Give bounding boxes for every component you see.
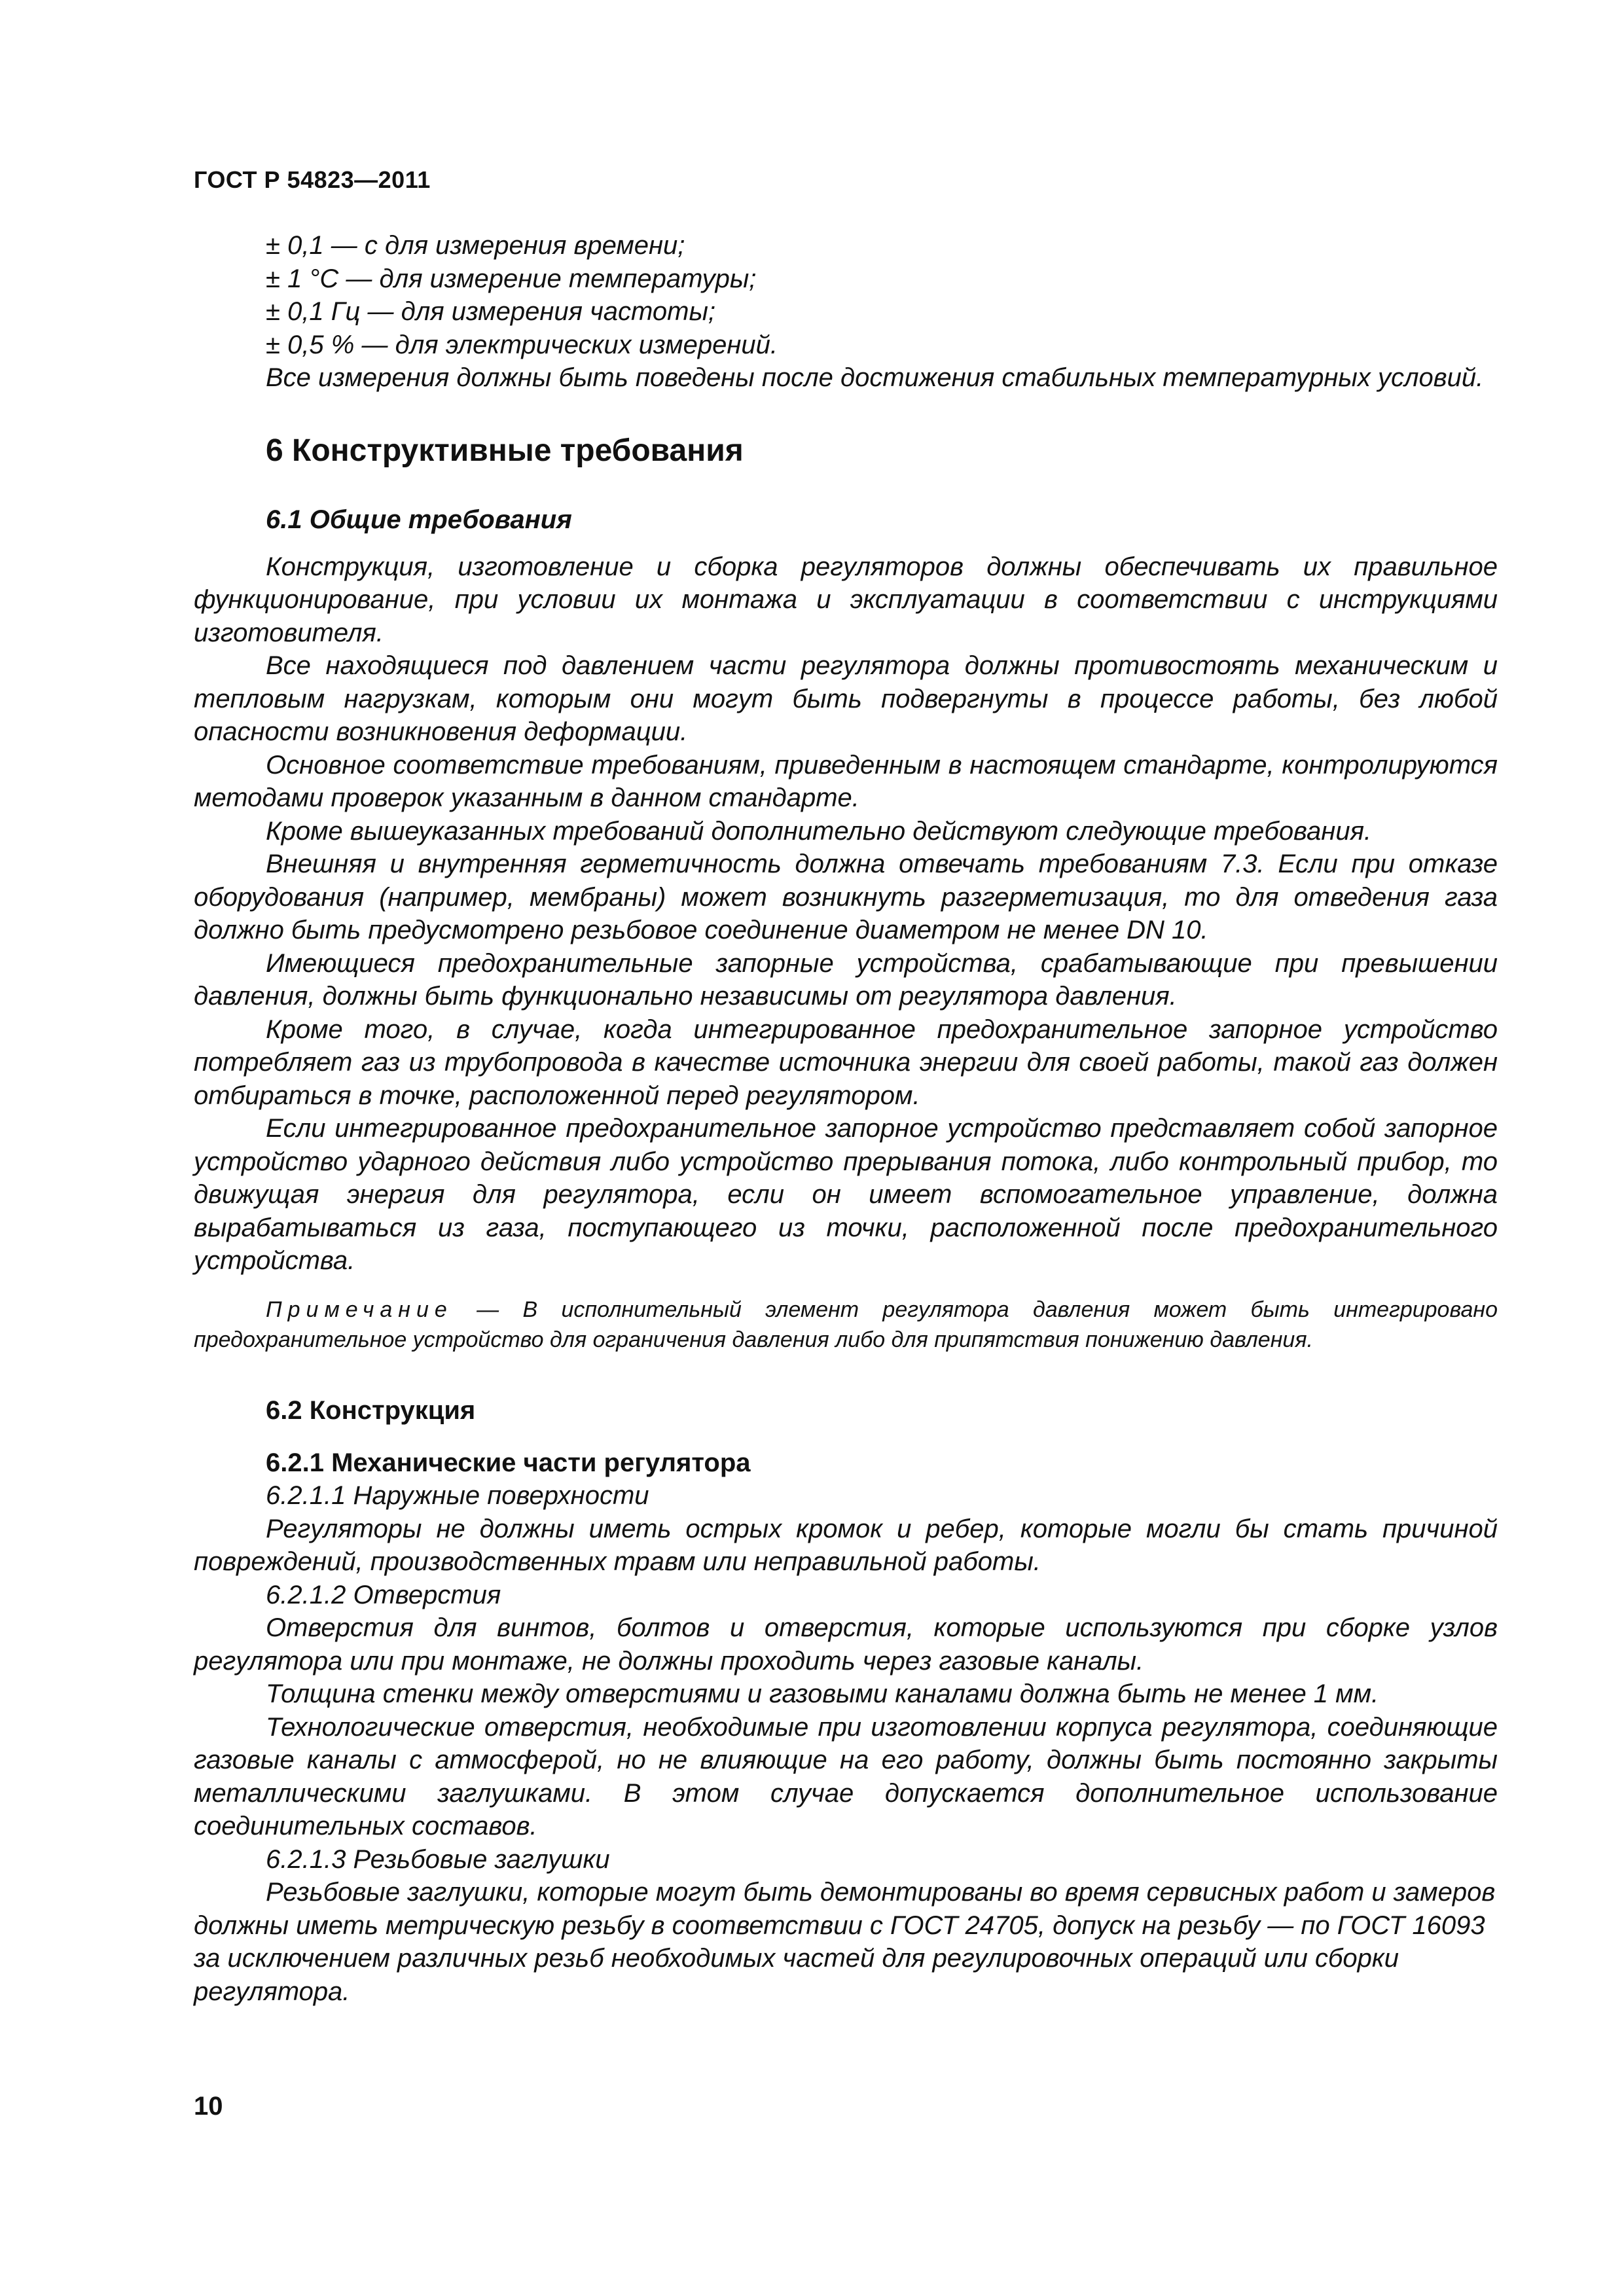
section-6-title: 6 Конструктивные требования	[266, 433, 744, 468]
section-6-1-title: 6.1 Общие требования	[266, 505, 572, 534]
tolerance-item: ± 1 °С — для измерение температуры;	[266, 264, 757, 293]
paragraph: Все находящиеся под давлением части регулятора должны противостоять механическим и тепловым нагрузкам, которым они могут быть подвергнуты в процессе работы, без любой опасности возникновения деформации.	[194, 651, 1498, 746]
section-6-2-title: 6.2 Конструкция	[266, 1395, 476, 1425]
paragraph: Конструкция, изготовление и сборка регуляторов должны обеспечивать их правильное функционирование, при условии их монтажа и эксплуатации в соответствии с инструкциями изготовителя.	[194, 552, 1498, 647]
tolerance-item: ± 0,1 — с для измерения времени;	[266, 231, 685, 260]
page-number: 10	[194, 2092, 223, 2121]
paragraph: Внешняя и внутренняя герметичность должна отвечать требованиям 7.3. Если при отказе оборудования (например, мембраны) может возникнуть разгерметизация, то для отведения газа должно быть предусмотрено резьбовое соединение диаметром не менее DN 10.	[194, 850, 1498, 944]
paragraph: Регуляторы не должны иметь острых кромок и ребер, которые могли бы стать причиной повреждений, производственных травм или неправильной работы.	[194, 1514, 1498, 1576]
document-header: ГОСТ Р 54823—2011	[194, 166, 431, 193]
section-6-2-1-2-title: 6.2.1.2 Отверстия	[266, 1580, 501, 1609]
paragraph: Отверстия для винтов, болтов и отверстия, которые используются при сборке узлов регулятора или при монтаже, не должны проходить через газовые каналы.	[194, 1613, 1498, 1676]
note	[194, 1295, 1498, 1355]
paragraph: Резьбовые заглушки, которые могут быть демонтированы во время сервисных работ и замеров должны иметь метрическую резьбу в соответствии с ГОСТ 24705, допуск на резьбу — по ГОСТ 16093 за исключением различных резьб необходимых частей для регулировочных операций или сборки регулятора.	[194, 1878, 1496, 2006]
tolerance-item: ± 0,1 Гц — для измерения частоты;	[266, 297, 716, 326]
paragraph: Кроме того, в случае, когда интегрированное предохранительное запорное устройство потребляет газ из трубопровода в качестве источника энергии для своей работы, такой газ должен отбираться в точке, расположенной перед регулятором.	[194, 1014, 1498, 1110]
note-text: — В исполнительный элемент регулятора давления может быть интегрировано предохранительное устройство для ограничения давления либо для припятствия понижению давления.	[194, 1297, 1498, 1352]
page-content	[194, 229, 1498, 2008]
paragraph: Кроме вышеуказанных требований дополнительно действуют следующие требования.	[266, 816, 1372, 846]
section-6-2-1-title: 6.2.1 Механические части регулятора	[266, 1448, 751, 1477]
note-label: Примечание	[266, 1297, 453, 1322]
tolerance-item: ± 0,5 % — для электрических измерений.	[266, 330, 778, 359]
paragraph: Имеющиеся предохранительные запорные устройства, срабатывающие при превышении давления, должны быть функционально независимы от регулятора давления.	[194, 948, 1498, 1011]
intro-paragraph: Все измерения должны быть поведены после достижения стабильных температурных условий.	[266, 363, 1484, 392]
paragraph: Толщина стенки между отверстиями и газовыми каналами должна быть не менее 1 мм.	[266, 1679, 1379, 1708]
section-6-2-1-3-title: 6.2.1.3 Резьбовые заглушки	[266, 1844, 610, 1874]
paragraph: Технологические отверстия, необходимые при изготовлении корпуса регулятора, соединяющие газовые каналы с атмосферой, но не влияющие на его работу, должны быть постоянно закрыты металлическими заглушками. В этом случае допускается дополнительное использование соединительных составов.	[194, 1712, 1498, 1840]
section-6-2-1-1-title: 6.2.1.1 Наружные поверхности	[266, 1481, 649, 1510]
paragraph: Основное соответствие требованиям, приведенным в настоящем стандарте, контролируются методами проверок указанным в данном стандарте.	[194, 750, 1498, 812]
paragraph: Если интегрированное предохранительное запорное устройство представляет собой запорное устройство ударного действия либо устройство прерывания потока, либо контрольный прибор, то движущая энергия для регулятора, если он имеет вспомогательное управление, должна вырабатываться из газа, поступающего из точки, расположенной после предохранительного устройства.	[194, 1114, 1498, 1275]
